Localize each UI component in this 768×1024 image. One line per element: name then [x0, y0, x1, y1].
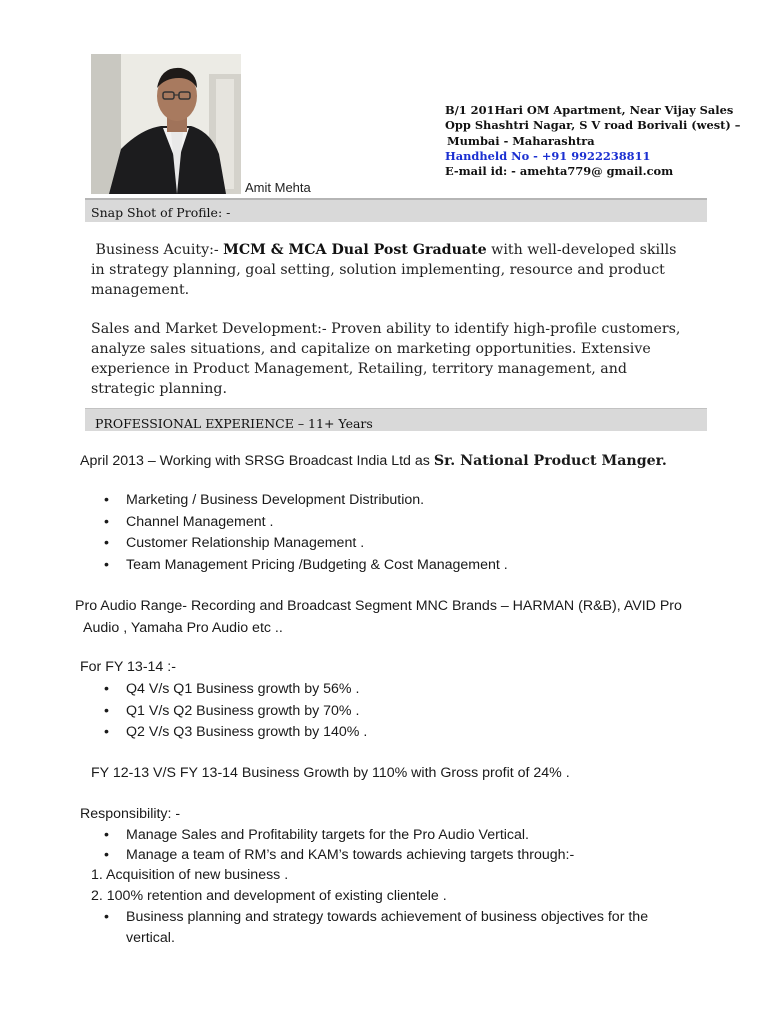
person-photo-illustration — [91, 54, 241, 194]
current-role — [80, 453, 667, 469]
duty-text: Team Management Pricing /Budgeting & Cost Management . — [126, 557, 508, 573]
profile-paragraph-business-acuity — [91, 240, 691, 300]
phone-number: Handheld No - +91 9922238811 — [445, 148, 651, 163]
duty-text: Marketing / Business Development Distribution. — [126, 492, 425, 508]
fy-growth-text: Q1 V/s Q2 Business growth by 70% . — [126, 703, 360, 719]
business-acuity-degree: MCM & MCA Dual Post Graduate — [223, 242, 487, 258]
duty-text: Channel Management . — [126, 514, 274, 530]
product-range-line-1: Pro Audio Range- Recording and Broadcast Segment MNC Brands – HARMAN (R&B), AVID Pro — [75, 598, 682, 614]
profile-paragraph-sales: Sales and Market Development:- Proven ability to identify high-profile customers, analyze sales situations, and capitalize on marketing opportunities. Extensive experience in Product Management, Retailing, territory management, and strategic planning. — [91, 321, 681, 397]
fy-growth-text: Q2 V/s Q3 Business growth by 140% . — [126, 724, 368, 740]
fy-summary: FY 12-13 V/S FY 13-14 Business Growth by 110% with Gross profit of 24% . — [91, 765, 570, 781]
bullet-icon: • — [104, 847, 109, 863]
bullet-icon: • — [104, 724, 109, 740]
section-title-profile: Snap Shot of Profile: - — [91, 205, 231, 220]
profile-photo — [91, 54, 241, 194]
business-acuity-prefix: Business Acuity:- — [95, 242, 224, 258]
responsibility-text-line-1: Business planning and strategy towards achievement of business objectives for the — [126, 909, 649, 925]
bullet-icon: • — [104, 514, 109, 530]
responsibility-text: Manage Sales and Profitability targets for the Pro Audio Vertical. — [126, 827, 529, 843]
responsibility-heading: Responsibility: - — [80, 806, 181, 822]
product-range-line-2: Audio , Yamaha Pro Audio etc .. — [83, 620, 283, 636]
business-acuity-rest: with well-developed skills in strategy planning, goal setting, solution implementing, resource and product management. — [91, 242, 677, 298]
current-role-title: Sr. National Product Manger. — [433, 453, 667, 469]
bullet-icon: • — [104, 681, 109, 697]
numbered-item: 1. Acquisition of new business . — [91, 867, 289, 883]
duty-text: Customer Relationship Management . — [126, 535, 365, 551]
address-line-3: Mumbai - Maharashtra — [447, 133, 595, 148]
bullet-icon: • — [104, 909, 109, 925]
fy-heading: For FY 13-14 :- — [80, 659, 176, 675]
bullet-icon: • — [104, 827, 109, 843]
bullet-icon: • — [104, 535, 109, 551]
contact-address-block — [445, 103, 740, 179]
address-line-1: B/1 201Hari OM Apartment, Near Vijay Sales — [445, 103, 734, 117]
responsibility-text-line-2: vertical. — [126, 930, 175, 946]
responsibility-text: Manage a team of RM’s and KAM’s towards achieving targets through:- — [126, 847, 575, 863]
name-caption: Amit Mehta — [245, 180, 311, 195]
fy-growth-text: Q4 V/s Q1 Business growth by 56% . — [126, 681, 360, 697]
section-title-experience: PROFESSIONAL EXPERIENCE – 11+ Years — [95, 416, 373, 431]
address-line-2: Opp Shashtri Nagar, S V road Borivali (west) – — [445, 118, 741, 133]
bullet-icon: • — [104, 492, 109, 508]
bullet-icon: • — [104, 703, 109, 719]
bullet-icon: • — [104, 557, 109, 573]
section-bar-experience — [85, 408, 707, 431]
email-address: E-mail id: - amehta779@ gmail.com — [445, 164, 674, 179]
numbered-item: 2. 100% retention and development of existing clientele . — [91, 888, 447, 904]
current-role-prefix: April 2013 – Working with SRSG Broadcast India Ltd as — [80, 453, 434, 469]
section-bar-profile — [85, 198, 707, 222]
